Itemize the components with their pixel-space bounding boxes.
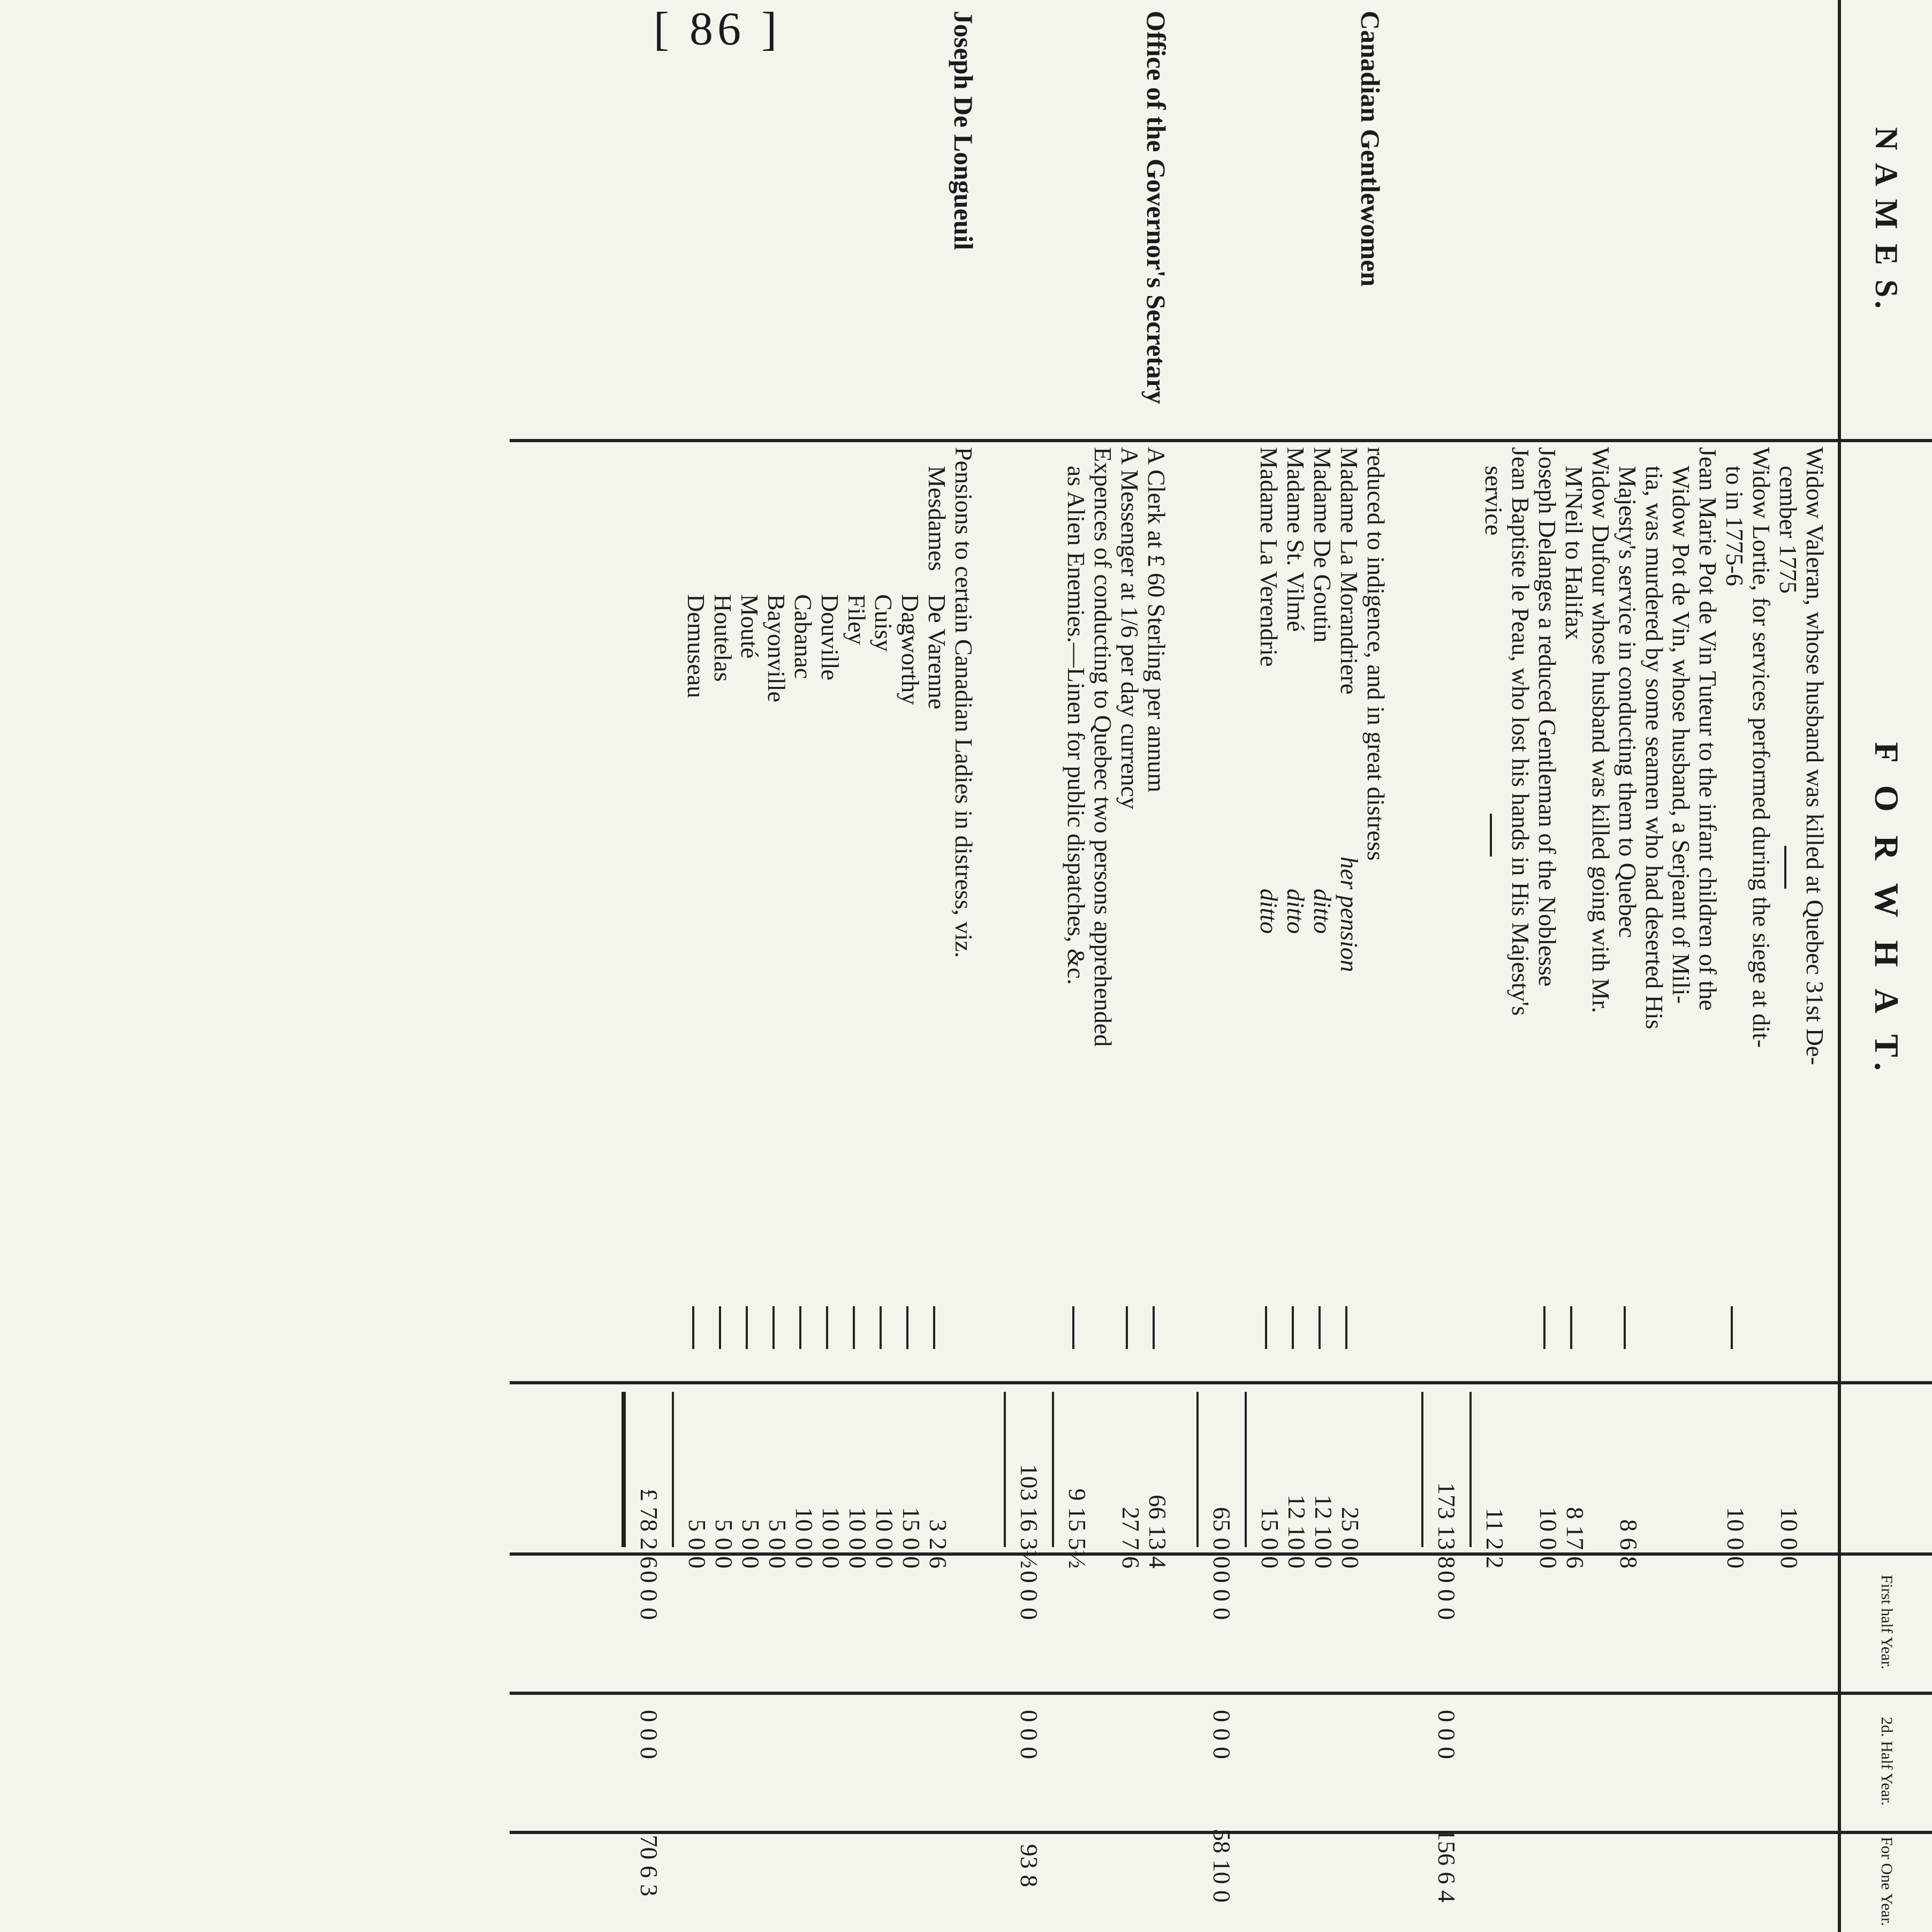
entry-note: her pension: [1336, 857, 1363, 972]
section-name: Office of the Governor's Secretary: [1141, 11, 1171, 404]
sum-rule: [1004, 1392, 1006, 1547]
leader-dash: [1624, 1306, 1626, 1349]
lady-name: Douville: [816, 594, 844, 680]
sum-rule: [1421, 1392, 1423, 1547]
second-half-amount: 0 0 0: [1433, 1710, 1460, 1759]
sum-rule: [1245, 1392, 1247, 1547]
entry-line: to in 1775-6: [1721, 466, 1748, 586]
lady-name: Filey: [843, 594, 870, 645]
entry-line: Madame De Goutin: [1309, 447, 1336, 643]
one-year-amount: 70 6 3: [635, 1835, 663, 1897]
column-rule: [510, 439, 1932, 442]
sum-rule: [622, 1392, 626, 1547]
entry-note: ditto: [1282, 889, 1309, 934]
leader-dash: [1126, 1306, 1128, 1349]
amount: 66 13 4: [1144, 1495, 1171, 1569]
first-half-amount: 0 0 0: [1208, 1571, 1236, 1620]
entry-line: Widow Lortie, for services performed during the siege at dit-: [1748, 447, 1775, 1048]
lady-name: Cuisy: [870, 594, 897, 652]
amount: 10 0 0: [1535, 1507, 1562, 1569]
amount: 27 7 6: [1117, 1507, 1145, 1569]
entry-line: Widow Pot de Vin, whose husband, a Serjeant of Mili-: [1668, 466, 1695, 1004]
subtotal: 65 0 0: [1208, 1507, 1236, 1569]
leader-dash: [1731, 1306, 1733, 1349]
header-first-half: First half Year.: [1878, 1574, 1896, 1670]
entry-line: Madame St. Vilmé: [1282, 447, 1309, 632]
amount: 25 0 0: [1337, 1507, 1364, 1569]
leader-dash: [746, 1306, 748, 1349]
amount: 10 0 0: [871, 1507, 898, 1569]
header-one-year: For One Year.: [1878, 1837, 1896, 1926]
lady-name: De Varenne: [923, 594, 951, 709]
ledger-table: [510, 0, 1932, 1932]
leader-dash: [906, 1306, 908, 1349]
page-number: [ 86 ]: [653, 3, 782, 55]
leader-dash: [1319, 1306, 1321, 1349]
leader-dash: [1072, 1306, 1074, 1349]
amount: 8 17 6: [1562, 1507, 1589, 1569]
amount: 10 0 0: [1722, 1507, 1749, 1569]
leader-dash: [1784, 846, 1786, 889]
header-for-what: F O R W H A T.: [1868, 741, 1906, 1079]
amount: 11 2 2: [1481, 1507, 1509, 1569]
leader-dash: [880, 1306, 882, 1349]
first-half-amount: 0 0 0: [1016, 1571, 1043, 1620]
leader-dash: [1543, 1306, 1545, 1349]
first-half-amount: 0 0 0: [1433, 1571, 1460, 1620]
entry-line: service: [1480, 466, 1507, 536]
one-year-amount: 58 10 0: [1208, 1829, 1236, 1903]
second-half-amount: 0 0 0: [1016, 1710, 1043, 1759]
amount: 15 0 0: [898, 1507, 925, 1569]
mesdames-label: Mesdames: [923, 466, 951, 571]
sum-rule: [1196, 1392, 1199, 1547]
lady-name: Dagworthy: [897, 594, 924, 705]
one-year-amount: 156 6 4: [1433, 1829, 1460, 1903]
subtotal: 103 16 3½: [1016, 1464, 1043, 1569]
entry-line: tia, was murdered by some seamen who had deserted His: [1641, 466, 1668, 1029]
entry-line: Expences of conducting to Quebec two persons apprehended: [1089, 447, 1117, 1047]
leader-dash: [1570, 1306, 1572, 1349]
one-year-amount: 93 8: [1016, 1844, 1043, 1888]
leader-dash: [826, 1306, 828, 1349]
sum-rule: [1052, 1392, 1054, 1547]
amount: 8 6 8: [1615, 1519, 1642, 1569]
entry-line: cember 1775: [1775, 466, 1802, 594]
amount: 5 0 0: [737, 1519, 764, 1569]
leader-dash: [772, 1306, 775, 1349]
amount: 5 0 0: [684, 1519, 711, 1569]
entry-line: Majesty's service in conducting them to Quebec: [1614, 466, 1641, 938]
amount: 5 0 0: [764, 1519, 791, 1569]
entry-line: A Clerk at £ 60 Sterling per annum: [1143, 447, 1170, 793]
leader-dash: [933, 1306, 935, 1349]
column-rule: [510, 1381, 1932, 1384]
second-half-amount: 0 0 0: [635, 1710, 663, 1759]
amount: 12 10 0: [1283, 1495, 1310, 1569]
leader-dash: [1490, 814, 1492, 857]
entry-note: ditto: [1255, 889, 1283, 934]
entry-line: Joseph Delanges a reduced Gentleman of the Noblesse: [1534, 447, 1561, 987]
entry-line: Jean Marie Pot de Vin Tuteur to the infant children of the: [1694, 447, 1722, 1011]
amount: 10 0 0: [844, 1507, 872, 1569]
amount: 10 0 0: [791, 1507, 818, 1569]
amount: 3 2 6: [925, 1519, 952, 1569]
entry-line: as Alien Enemies.—Linen for public dispatches, &c.: [1063, 466, 1090, 985]
subtotal: 173 13 8: [1433, 1482, 1460, 1569]
lady-name: Demuseau: [683, 594, 710, 699]
amount: 9 15 5½: [1064, 1488, 1091, 1569]
sum-rule: [1469, 1392, 1472, 1547]
entry-line: Jean Baptiste le Peau, who lost his hands in His Majesty's: [1507, 447, 1534, 1016]
entry-line: reduced to indigence, and in great distress: [1362, 447, 1390, 861]
entry-line: M'Neil to Halifax: [1560, 466, 1588, 640]
entry-line: Widow Valeran, whose husband was killed at Quebec 31st De-: [1801, 447, 1829, 1065]
lady-name: Cabanac: [790, 594, 817, 679]
entry-line: A Messenger at 1/6 per day currency: [1116, 447, 1143, 809]
section-name: Canadian Gentlewomen: [1355, 11, 1385, 287]
entry-line: Madame La Morandriere: [1336, 447, 1363, 695]
lady-name: Houtelas: [709, 594, 737, 682]
lady-name: Bayonville: [763, 594, 790, 702]
leader-dash: [1153, 1306, 1155, 1349]
header-names: N A M E S.: [1869, 127, 1905, 312]
first-half-amount: 0 0 0: [635, 1571, 663, 1620]
amount: 12 10 0: [1310, 1495, 1337, 1569]
leader-dash: [799, 1306, 801, 1349]
entry-line: Pensions to certain Canadian Ladies in distress, viz.: [950, 447, 978, 958]
amount: 15 0 0: [1256, 1507, 1284, 1569]
section-name: Joseph De Longueuil: [949, 11, 979, 251]
subtotal: £ 78 2 6: [635, 1488, 663, 1569]
amount: 5 0 0: [710, 1519, 738, 1569]
leader-dash: [1345, 1306, 1347, 1349]
entry-note: ditto: [1309, 889, 1336, 934]
amount: 10 0 0: [817, 1507, 845, 1569]
leader-dash: [692, 1306, 694, 1349]
amount: 10 0 0: [1776, 1507, 1803, 1569]
leader-dash: [1292, 1306, 1294, 1349]
leader-dash: [719, 1306, 721, 1349]
leader-dash: [853, 1306, 855, 1349]
entry-line: Madame La Verendrie: [1255, 447, 1283, 667]
lady-name: Mouté: [736, 594, 763, 659]
leader-dash: [1265, 1306, 1267, 1349]
entry-line: Widow Dufour whose husband was killed going with Mr.: [1587, 447, 1615, 1013]
header-second-half: 2d. Half Year.: [1878, 1717, 1896, 1806]
sum-rule: [672, 1392, 674, 1547]
second-half-amount: 0 0 0: [1208, 1710, 1236, 1759]
